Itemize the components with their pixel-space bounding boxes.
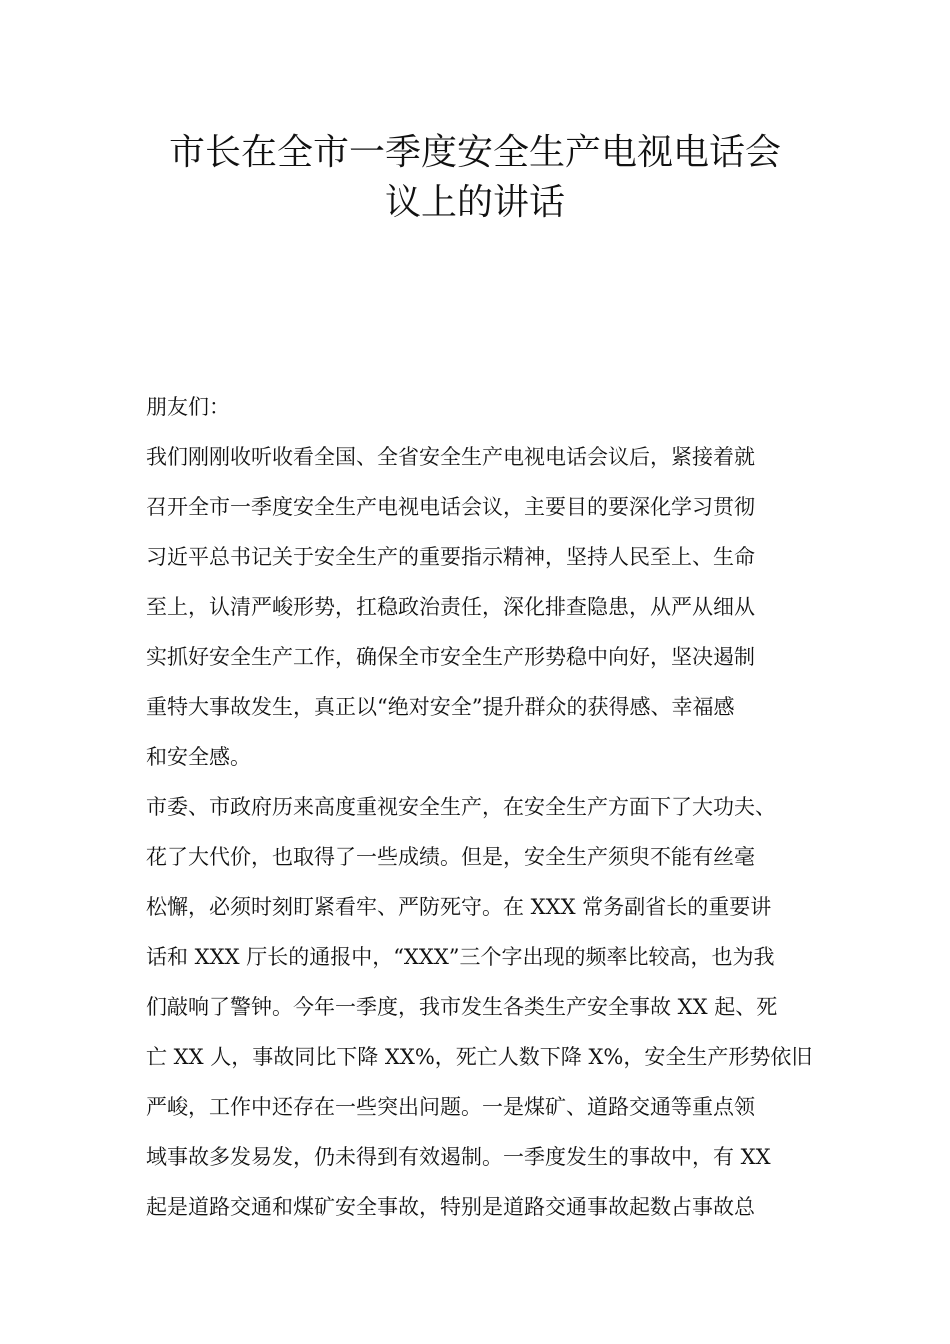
salutation: 朋友们： [146, 395, 230, 419]
paragraph-line: 话和 XXX 厅长的通报中，“XXX”三个字出现的频率比较高，也为我 [146, 945, 775, 969]
paragraph-2 [146, 782, 826, 1232]
document-body [146, 382, 826, 1232]
paragraph-1 [146, 432, 826, 782]
paragraph-line: 和安全感。 [146, 745, 251, 769]
paragraph-line: 亡 XX 人，事故同比下降 XX%，死亡人数下降 X%，安全生产形势依旧 [146, 1045, 813, 1069]
paragraph-line: 习近平总书记关于安全生产的重要指示精神，坚持人民至上、生命 [146, 545, 755, 569]
paragraph-line: 至上，认清严峻形势，扛稳政治责任，深化排查隐患，从严从细从 [146, 595, 755, 619]
paragraph-line: 严峻，工作中还存在一些突出问题。一是煤矿、道路交通等重点领 [146, 1095, 755, 1119]
paragraph-line: 花了大代价，也取得了一些成绩。但是，安全生产须臾不能有丝毫 [146, 845, 755, 869]
title-line-1: 市长在全市一季度安全生产电视电话会 [168, 132, 781, 173]
title-line-2: 议上的讲话 [384, 182, 565, 223]
paragraph-line: 重特大事故发生，真正以“绝对安全”提升群众的获得感、幸福感 [146, 695, 735, 719]
paragraph-line: 实抓好安全生产工作，确保全市安全生产形势稳中向好，坚决遏制 [146, 645, 755, 669]
document-title [0, 128, 950, 228]
paragraph-line: 我们刚刚收听收看全国、全省安全生产电视电话会议后，紧接着就 [146, 445, 755, 469]
paragraph-line: 市委、市政府历来高度重视安全生产，在安全生产方面下了大功夫、 [146, 795, 776, 819]
paragraph-line: 起是道路交通和煤矿安全事故，特别是道路交通事故起数占事故总 [146, 1195, 755, 1219]
paragraph-line: 们敲响了警钟。今年一季度，我市发生各类生产安全事故 XX 起、死 [146, 995, 778, 1019]
paragraph-line: 松懈，必须时刻盯紧看牢、严防死守。在 XXX 常务副省长的重要讲 [146, 895, 772, 919]
paragraph-line: 召开全市一季度安全生产电视电话会议，主要目的要深化学习贯彻 [146, 495, 755, 519]
paragraph-line: 域事故多发易发，仍未得到有效遏制。一季度发生的事故中，有 XX [146, 1145, 771, 1169]
